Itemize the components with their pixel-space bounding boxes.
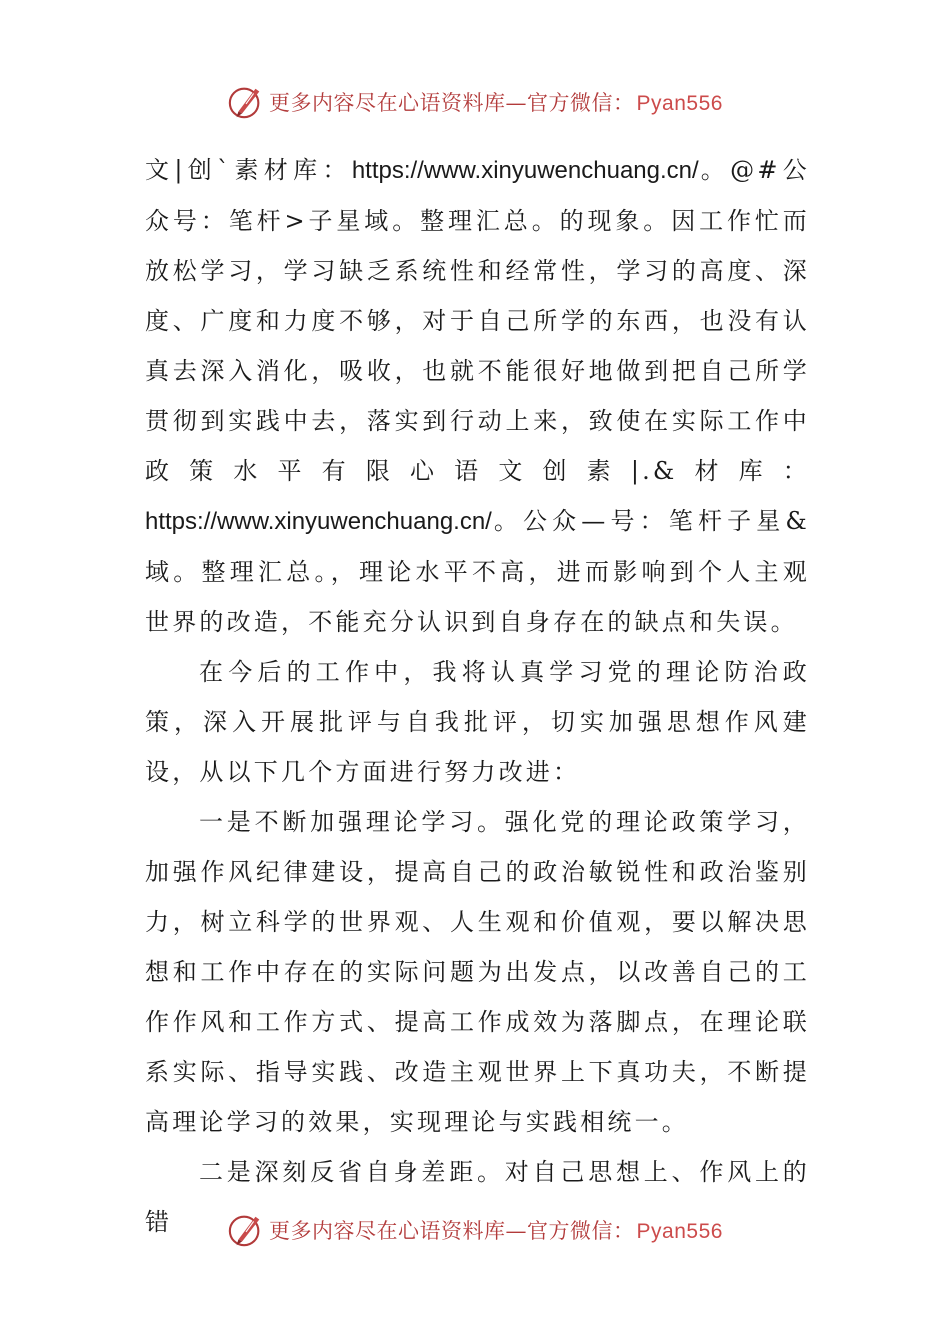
footer-banner-label: 更多内容尽在心语资料库—官方微信： (269, 1219, 635, 1243)
quill-logo-icon (227, 1211, 265, 1249)
footer-banner-text (269, 1215, 723, 1245)
header-banner-label: 更多内容尽在心语资料库—官方微信： (269, 91, 635, 115)
paragraph-2: 在今后的工作中，我将认真学习党的理论防治政策，深入开展批评与自我批评，切实加强思想作风建设，从以下几个方面进行努力改进： (145, 658, 810, 786)
paragraph-1 (145, 145, 810, 647)
source-url-2: https://www.xinyuwenchuang.cn/ (145, 508, 492, 535)
paragraph-1-part-3: 。公众—号：笔杆子星&域。整理汇总。，理论水平不高，进而影响到个人主观世界的改造，不能充分认识到自身存在的缺点和失误。 (145, 507, 810, 636)
header-banner (0, 77, 950, 127)
paragraph-3: 一是不断加强理论学习。强化党的理论政策学习，加强作风纪律建设，提高自己的政治敏锐性和政治鉴别力，树立科学的世界观、人生观和价值观，要以解决思想和工作中存在的实际问题为出发点，以改善自己的工作作风和工作方式、提高工作成效为落脚点，在理论联系实际、指导实践、改造主观世界上下真功夫，不断提高理论学习的效果，实现理论与实践相统一。 (145, 808, 810, 1136)
header-banner-id: Pyan556 (636, 92, 723, 115)
document-body (145, 145, 810, 1247)
source-url-1: https://www.xinyuwenchuang.cn/ (351, 157, 699, 184)
quill-logo-icon (227, 83, 265, 121)
paragraph-4: 二是深刻反省自身差距。对自己思想上、作风上的错 (145, 1158, 810, 1236)
header-banner-text (269, 87, 723, 117)
paragraph-1-part-1: 文|创`素材库： (145, 156, 352, 184)
paragraph-1-part-2: 。@#公众号：笔杆>子星域。整理汇总。的现象。因工作忙而放松学习，学习缺乏系统性和经常性，学习的高度、深度、广度和力度不够，对于自己所学的东西，也没有认真去深入消化，吸收，也就不能很好地做到把自己所学贯彻到实践中去，落实到行动上来，致使在实际工作中政策水平有限心语文创素|.&材库： (145, 156, 810, 485)
footer-banner (0, 1205, 950, 1255)
footer-banner-id: Pyan556 (636, 1220, 723, 1243)
